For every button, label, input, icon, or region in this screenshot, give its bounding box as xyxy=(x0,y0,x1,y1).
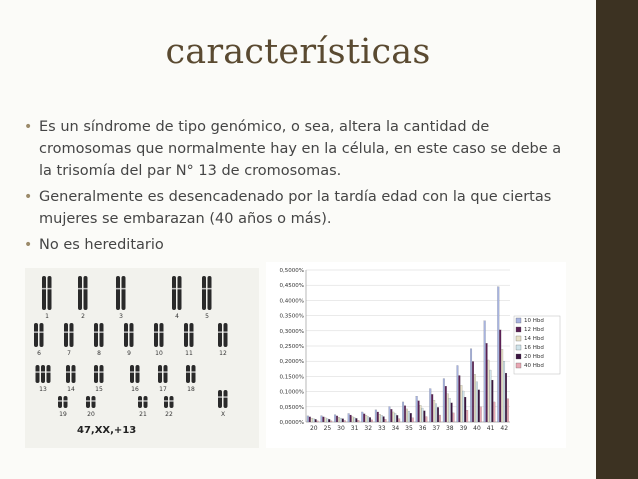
x-tick-label: 38 xyxy=(445,425,454,432)
bullet-dot-icon: • xyxy=(24,189,33,205)
slide-title: características xyxy=(165,32,431,72)
chromosome xyxy=(154,323,158,347)
chromosome-label: 6 xyxy=(37,350,41,357)
centromere-band xyxy=(192,371,196,373)
bar xyxy=(453,413,455,422)
bar xyxy=(365,415,367,422)
chromosome-label: 12 xyxy=(219,350,227,357)
centromere-band xyxy=(58,400,62,402)
chromosome xyxy=(94,365,98,383)
centromere-band xyxy=(66,371,70,373)
bar xyxy=(439,415,441,422)
x-tick-label: 42 xyxy=(500,425,509,432)
centromere-band xyxy=(48,288,52,290)
x-tick-label: 33 xyxy=(377,425,386,432)
centromere-band xyxy=(116,288,120,290)
bullet-item xyxy=(24,234,569,256)
bullet-text: Generalmente es desencadenado por la tardía edad con la que ciertas mujeres se embarazan (40 años o más). xyxy=(39,189,552,227)
chromosome-label: 3 xyxy=(119,313,123,320)
bar xyxy=(326,419,328,422)
centromere-band xyxy=(170,400,174,402)
x-tick-label: 40 xyxy=(473,425,481,432)
chromosome-label: 20 xyxy=(87,411,95,418)
centromere-band xyxy=(154,331,158,333)
bar xyxy=(486,343,488,422)
bullet-item xyxy=(24,186,569,230)
bar xyxy=(307,416,309,422)
bar xyxy=(480,407,482,422)
legend-label: 10 Hbd xyxy=(524,318,544,324)
y-tick-label: 0,0000% xyxy=(279,420,304,426)
bar xyxy=(497,287,499,422)
bar xyxy=(474,374,476,422)
chromosome-pair xyxy=(78,276,88,310)
centromere-band xyxy=(86,400,90,402)
bar xyxy=(357,420,359,422)
chromosome xyxy=(224,390,228,408)
chromosome xyxy=(170,396,174,408)
chromosome xyxy=(78,276,82,310)
chromosome xyxy=(224,323,228,347)
bar xyxy=(385,419,387,422)
bar xyxy=(348,413,350,422)
chromosome xyxy=(208,276,212,310)
chromosome xyxy=(130,365,134,383)
bar xyxy=(424,411,426,422)
chromosome-pair xyxy=(218,390,228,408)
chromosome-pair xyxy=(42,276,52,310)
bar xyxy=(499,330,501,422)
bar xyxy=(311,418,313,422)
legend-swatch xyxy=(516,345,521,350)
chromosome xyxy=(158,365,162,383)
chromosome-pair xyxy=(34,323,44,347)
y-tick-label: 0,2000% xyxy=(279,359,304,366)
x-tick-label: 41 xyxy=(486,425,495,432)
centromere-band xyxy=(160,331,164,333)
chromosome-pair xyxy=(138,396,148,408)
bar xyxy=(406,409,408,422)
chromosome xyxy=(100,365,104,383)
bar xyxy=(470,349,472,422)
chromosome-pair xyxy=(116,276,126,310)
chromosome xyxy=(122,276,126,310)
bar xyxy=(309,417,311,422)
centromere-band xyxy=(34,331,38,333)
chromosome xyxy=(86,396,90,408)
chromosome xyxy=(66,365,70,383)
chromosome xyxy=(178,276,182,310)
bar xyxy=(431,394,433,422)
chromosome xyxy=(40,323,44,347)
chromosome xyxy=(184,323,188,347)
chromosome-label: 9 xyxy=(127,350,131,357)
bar xyxy=(383,417,385,422)
bar xyxy=(352,417,354,422)
centromere-band xyxy=(100,331,104,333)
bar xyxy=(344,420,346,422)
bar xyxy=(464,397,466,422)
chromosome xyxy=(136,365,140,383)
chromosome xyxy=(164,396,168,408)
centromere-band xyxy=(70,331,74,333)
legend-label: 20 Hbd xyxy=(524,354,544,360)
bar xyxy=(451,403,453,422)
centromere-band xyxy=(164,371,168,373)
centromere-band xyxy=(42,288,46,290)
bar xyxy=(478,390,480,422)
bar xyxy=(391,409,393,422)
bar xyxy=(361,412,363,422)
chromosome-pair xyxy=(218,323,228,347)
bar xyxy=(354,417,356,422)
centromere-band xyxy=(224,396,228,398)
bar xyxy=(435,404,437,422)
y-tick-label: 0,2500% xyxy=(279,344,304,350)
trisomy-chart xyxy=(266,262,566,448)
x-tick-label: 36 xyxy=(418,425,427,432)
bar xyxy=(422,408,424,422)
bar xyxy=(328,419,330,422)
chromosome xyxy=(144,396,148,408)
chromosome-label: 19 xyxy=(59,411,67,418)
bar xyxy=(338,417,340,422)
chromosome-label: 10 xyxy=(155,350,163,357)
bar xyxy=(460,385,462,422)
centromere-band xyxy=(218,396,222,398)
centromere-band xyxy=(122,288,126,290)
bar xyxy=(321,416,323,422)
bar xyxy=(336,416,338,422)
bar xyxy=(459,375,461,422)
chromosome-pair xyxy=(154,323,164,347)
chromosome-label: 15 xyxy=(95,386,103,393)
x-tick-label: 37 xyxy=(432,425,441,432)
centromere-band xyxy=(164,400,168,402)
bar xyxy=(492,380,494,422)
chromosome-label: 5 xyxy=(205,313,209,320)
chromosome-pair xyxy=(172,276,182,310)
bar xyxy=(356,418,358,422)
x-tick-label: 34 xyxy=(391,425,400,432)
chromosome xyxy=(202,276,206,310)
centromere-band xyxy=(92,400,96,402)
centromere-band xyxy=(100,371,104,373)
bar xyxy=(416,396,418,422)
chromosome-pair xyxy=(94,365,104,383)
chromosome-pair xyxy=(186,365,196,383)
centromere-band xyxy=(172,288,176,290)
bar xyxy=(398,419,400,422)
chromosome xyxy=(218,390,222,408)
bar xyxy=(476,382,478,422)
bar xyxy=(394,413,396,422)
legend-swatch xyxy=(516,354,521,359)
chromosome xyxy=(124,323,128,347)
bar xyxy=(443,379,445,422)
chromosome-pair xyxy=(66,365,76,383)
centromere-band xyxy=(40,331,44,333)
bullet-dot-icon: • xyxy=(24,119,33,135)
chromosome xyxy=(100,323,104,347)
bar xyxy=(437,407,439,422)
centromere-band xyxy=(84,288,88,290)
bar xyxy=(363,414,365,422)
legend-label: 12 Hbd xyxy=(524,327,544,333)
x-tick-label: 30 xyxy=(337,425,345,432)
bar xyxy=(462,391,464,422)
legend-swatch xyxy=(516,327,521,332)
bar xyxy=(507,399,509,422)
chromosome-pair xyxy=(130,365,140,383)
chromosome xyxy=(164,365,168,383)
bar xyxy=(396,415,398,422)
y-tick-label: 0,3500% xyxy=(279,313,304,320)
bar xyxy=(418,401,420,422)
chromosome xyxy=(138,396,142,408)
bar xyxy=(324,418,326,422)
y-tick-label: 0,5000% xyxy=(279,268,304,274)
chromosome xyxy=(72,365,76,383)
x-tick-label: 31 xyxy=(350,425,359,432)
bar xyxy=(493,402,495,422)
centromere-band xyxy=(94,371,98,373)
bar xyxy=(379,414,381,422)
x-tick-label: 20 xyxy=(309,425,318,432)
centromere-band xyxy=(78,288,82,290)
chromosome-pair xyxy=(64,323,74,347)
bar xyxy=(505,373,507,422)
bar xyxy=(503,361,505,422)
bar xyxy=(375,410,377,422)
centromere-band xyxy=(94,331,98,333)
chromosome xyxy=(160,323,164,347)
bullet-dot-icon: • xyxy=(24,237,33,253)
chromosome-pair xyxy=(158,365,168,383)
centromere-band xyxy=(218,331,222,333)
chromosome-pair xyxy=(124,323,134,347)
bar xyxy=(330,421,332,422)
bar xyxy=(402,402,404,422)
bar xyxy=(381,415,383,422)
bar xyxy=(317,421,319,422)
bullet-text: No es hereditario xyxy=(39,237,164,253)
centromere-band xyxy=(130,331,134,333)
bar xyxy=(410,413,412,422)
bar xyxy=(369,417,371,422)
bar xyxy=(466,410,468,422)
chromosome xyxy=(70,323,74,347)
centromere-band xyxy=(72,371,76,373)
y-tick-label: 0,4500% xyxy=(279,283,304,290)
y-tick-label: 0,4000% xyxy=(279,298,304,305)
y-tick-label: 0,3000% xyxy=(279,328,304,335)
centromere-band xyxy=(208,288,212,290)
chromosome-pair xyxy=(202,276,212,310)
x-tick-label: 39 xyxy=(459,425,468,432)
chromosome-label: 7 xyxy=(67,350,71,357)
chromosome-label: 13 xyxy=(39,386,47,393)
chromosome xyxy=(94,323,98,347)
bullet-item xyxy=(24,116,569,182)
x-tick-label: 35 xyxy=(405,425,413,432)
chromosome-pair xyxy=(94,323,104,347)
chromosome-label: 2 xyxy=(81,313,85,320)
bar xyxy=(408,411,410,422)
legend-swatch xyxy=(516,318,521,323)
chromosome xyxy=(64,396,68,408)
bar xyxy=(404,406,406,422)
x-tick-label: 32 xyxy=(364,425,373,432)
bar xyxy=(425,417,427,422)
centromere-band xyxy=(224,331,228,333)
chromosome-label: 11 xyxy=(185,350,193,357)
chromosome-label: 16 xyxy=(131,386,139,393)
bar xyxy=(340,418,342,422)
legend-label: 14 Hbd xyxy=(524,336,544,342)
bar xyxy=(389,406,391,422)
centromere-band xyxy=(136,371,140,373)
chromosome-label: 8 xyxy=(97,350,101,357)
legend-label: 16 Hbd xyxy=(524,345,544,351)
bar xyxy=(315,419,317,422)
bullet-list xyxy=(24,116,569,260)
centromere-band xyxy=(124,331,128,333)
chromosome-pair xyxy=(184,323,194,347)
karyotype-formula: 47,XX,+13 xyxy=(77,425,137,436)
bar xyxy=(445,386,447,422)
centromere-band xyxy=(130,371,134,373)
chromosome xyxy=(190,323,194,347)
chromosome-label: 22 xyxy=(165,411,173,418)
centromere-band xyxy=(202,288,206,290)
centromere-band xyxy=(47,371,51,373)
centromere-band xyxy=(186,371,190,373)
bar xyxy=(342,419,344,422)
chromosome xyxy=(218,323,222,347)
chromosome xyxy=(192,365,196,383)
bar xyxy=(371,420,373,422)
bar xyxy=(457,365,459,422)
chromosome xyxy=(48,276,52,310)
bar xyxy=(484,321,486,422)
centromere-band xyxy=(190,331,194,333)
bar xyxy=(490,370,492,422)
bar xyxy=(367,417,369,422)
bar xyxy=(429,389,431,422)
chromosome xyxy=(64,323,68,347)
chromosome xyxy=(116,276,120,310)
chromosome xyxy=(47,365,51,383)
y-tick-label: 0,0500% xyxy=(279,404,304,411)
bar xyxy=(392,412,394,422)
karyotype-image xyxy=(25,268,259,448)
legend-swatch xyxy=(516,336,521,341)
chromosome-label: 21 xyxy=(139,411,147,418)
centromere-band xyxy=(36,371,40,373)
chromosome xyxy=(186,365,190,383)
bar xyxy=(501,349,503,422)
chromosome xyxy=(34,323,38,347)
legend-swatch xyxy=(516,363,521,368)
centromere-band xyxy=(64,400,68,402)
bar xyxy=(323,417,325,422)
side-accent-bar xyxy=(596,0,638,479)
bar xyxy=(447,394,449,422)
karyotype-figure xyxy=(25,268,259,448)
centromere-band xyxy=(178,288,182,290)
bar xyxy=(433,400,435,422)
chromosome-label: 4 xyxy=(175,313,179,320)
chromosome xyxy=(130,323,134,347)
x-tick-label: 25 xyxy=(323,425,332,432)
chromosome-pair xyxy=(164,396,174,408)
y-tick-label: 0,1500% xyxy=(279,374,304,381)
chromosome-label: 14 xyxy=(67,386,75,393)
chromosome-label: 17 xyxy=(159,386,167,393)
centromere-band xyxy=(138,400,142,402)
legend-label: 40 Hbd xyxy=(524,363,544,369)
centromere-band xyxy=(158,371,162,373)
centromere-band xyxy=(184,331,188,333)
centromere-band xyxy=(41,371,45,373)
bar xyxy=(472,362,474,422)
centromere-band xyxy=(64,331,68,333)
chromosome-pair xyxy=(36,365,51,383)
bar xyxy=(377,412,379,422)
bar xyxy=(488,360,490,422)
chromosome-pair xyxy=(58,396,68,408)
chromosome xyxy=(41,365,45,383)
chromosome-label: 1 xyxy=(45,313,49,320)
bar xyxy=(449,398,451,422)
chromosome-label: 18 xyxy=(187,386,195,393)
bullet-text: Es un síndrome de tipo genómico, o sea, altera la cantidad de cromosomas que normalmente hay en la célula, en este caso se debe a la trisomía del par N° 13 de cromosomas. xyxy=(39,119,562,179)
bar-chart xyxy=(266,262,566,448)
chromosome xyxy=(58,396,62,408)
bar xyxy=(313,419,315,422)
chromosome-pair xyxy=(86,396,96,408)
bar xyxy=(350,415,352,422)
chromosome xyxy=(36,365,40,383)
bar xyxy=(420,405,422,422)
centromere-band xyxy=(144,400,148,402)
chromosome xyxy=(92,396,96,408)
chromosome xyxy=(42,276,46,310)
chromosome xyxy=(84,276,88,310)
bar xyxy=(334,415,336,422)
bar xyxy=(412,418,414,422)
chromosome-label: X xyxy=(220,411,226,418)
chromosome xyxy=(172,276,176,310)
y-tick-label: 0,1000% xyxy=(279,389,304,396)
